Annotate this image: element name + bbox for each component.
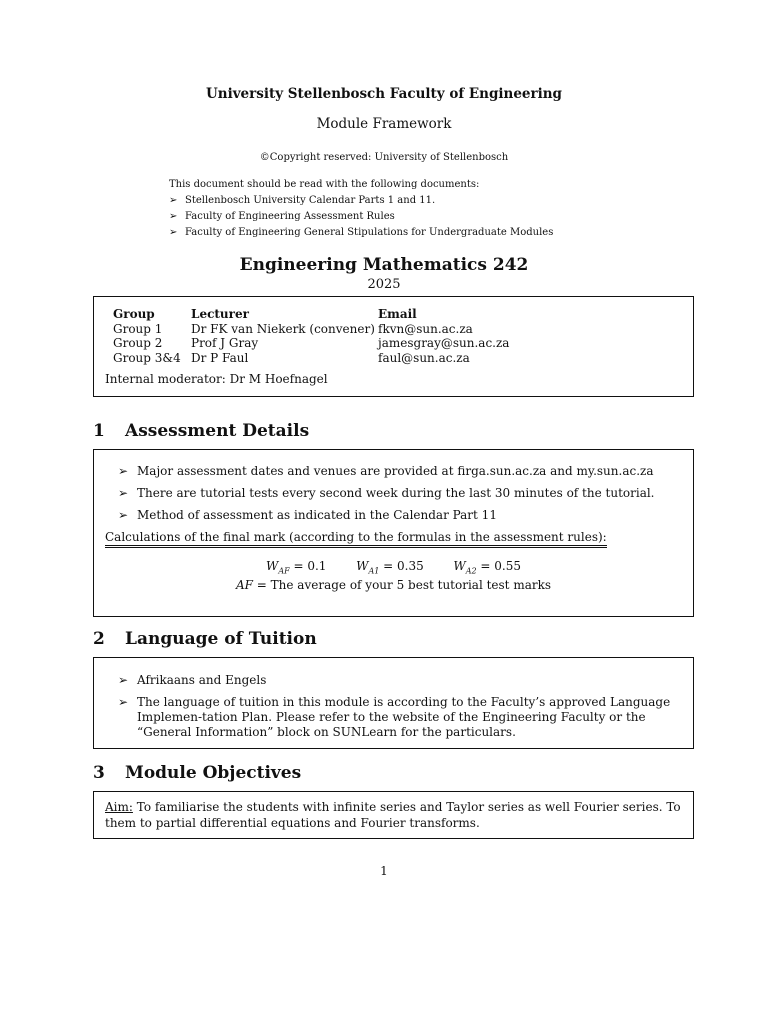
staff-table xyxy=(113,307,509,365)
group-cell: Group 3&4 xyxy=(113,350,181,365)
assessment-box xyxy=(93,449,694,617)
arrowhead-bullet-icon: ➢ xyxy=(118,695,129,709)
related-documents xyxy=(169,177,553,241)
column-header: Group xyxy=(113,307,155,321)
course-title: Engineering Mathematics 242 xyxy=(239,255,529,275)
list-item xyxy=(169,225,553,241)
table-row xyxy=(113,336,509,351)
related-documents-intro: This document should be read with the following documents: xyxy=(169,179,480,190)
list-item-text: Stellenbosch University Calendar Parts 1 and 11. xyxy=(185,195,436,206)
weight-a2: $W_{A2} = 0.55$ xyxy=(453,559,521,576)
section-number: 1 xyxy=(93,421,105,441)
list-item xyxy=(118,508,497,522)
final-mark-heading: Calculations of the final mark (according to the formulas in the assessment rules): xyxy=(105,530,607,544)
list-item-text: There are tutorial tests every second week during the last 30 minutes of the tutorial. xyxy=(137,486,655,500)
document-heading: University Stellenbosch Faculty of Engineering xyxy=(206,86,562,102)
section-title: Module Objectives xyxy=(125,763,302,783)
table-row xyxy=(113,351,509,366)
course-year: 2025 xyxy=(367,277,401,292)
arrowhead-bullet-icon: ➢ xyxy=(169,195,178,206)
staff-box xyxy=(93,296,694,397)
page-number: 1 xyxy=(380,864,388,878)
af-definition: AF = The average of your 5 best tutorial test marks xyxy=(235,578,552,592)
arrowhead-bullet-icon: ➢ xyxy=(169,227,178,238)
column-header: Lecturer xyxy=(191,307,249,321)
weight-af: $W_{AF} = 0.1$ xyxy=(265,559,327,576)
list-item xyxy=(118,486,655,500)
weights-formula xyxy=(94,559,693,575)
lecturer-cell: Dr P Faul xyxy=(191,350,249,365)
lecturer-cell: Dr FK van Niekerk (convener) xyxy=(191,321,375,336)
document-subtitle: Module Framework xyxy=(316,116,452,132)
list-item xyxy=(118,464,654,478)
section-heading-language xyxy=(93,629,317,649)
email-cell: faul@sun.ac.za xyxy=(378,350,470,365)
internal-moderator: Internal moderator: Dr M Hoefnagel xyxy=(105,372,328,386)
list-item-text: Faculty of Engineering Assessment Rules xyxy=(185,211,395,222)
arrowhead-bullet-icon: ➢ xyxy=(118,486,129,500)
arrowhead-bullet-icon: ➢ xyxy=(118,464,129,478)
aim-paragraph xyxy=(105,799,685,831)
list-item xyxy=(118,695,677,740)
related-documents-list xyxy=(169,193,553,241)
group-cell: Group 1 xyxy=(113,321,163,336)
list-item-text: Method of assessment as indicated in the Calendar Part 11 xyxy=(137,508,497,522)
arrowhead-bullet-icon: ➢ xyxy=(169,211,178,222)
table-row xyxy=(113,322,509,337)
list-item-text: Major assessment dates and venues are provided at firga.sun.ac.za and my.sun.ac.za xyxy=(137,464,654,478)
weight-a1: $W_{A1} = 0.35$ xyxy=(356,559,424,576)
list-item-text: The language of tuition in this module is according to the Faculty’s approved Language Implemen-tation Plan. Please refer to the website of the Engineering Faculty or the “General Information” block on SUNLearn for the particulars. xyxy=(137,695,671,739)
column-header: Email xyxy=(378,307,417,321)
section-number: 3 xyxy=(93,763,105,783)
email-cell: jamesgray@sun.ac.za xyxy=(378,336,510,350)
aim-text: To familiarise the students with infinite series and Taylor series as well Fourier series. To them to partial differential equations and Fourier transforms. xyxy=(105,800,681,830)
section-number: 2 xyxy=(93,629,105,649)
language-box xyxy=(93,657,694,749)
section-heading-assessment xyxy=(93,421,309,441)
email-cell: fkvn@sun.ac.za xyxy=(378,321,473,336)
aim-label: Aim: xyxy=(105,800,133,814)
list-item xyxy=(118,673,677,688)
table-header-row xyxy=(113,307,509,322)
section-heading-objectives xyxy=(93,763,301,783)
list-item xyxy=(169,193,553,209)
objectives-box xyxy=(93,791,694,839)
lecturer-cell: Prof J Gray xyxy=(191,336,259,350)
copyright-notice: ©Copyright reserved: University of Stellenbosch xyxy=(259,152,509,163)
section-title: Assessment Details xyxy=(125,421,310,441)
list-item-text: Afrikaans and Engels xyxy=(137,673,267,687)
list-item-text: Faculty of Engineering General Stipulations for Undergraduate Modules xyxy=(185,227,554,238)
list-item xyxy=(169,209,553,225)
group-cell: Group 2 xyxy=(113,336,163,350)
section-title: Language of Tuition xyxy=(125,629,317,649)
arrowhead-bullet-icon: ➢ xyxy=(118,673,129,687)
arrowhead-bullet-icon: ➢ xyxy=(118,508,129,522)
